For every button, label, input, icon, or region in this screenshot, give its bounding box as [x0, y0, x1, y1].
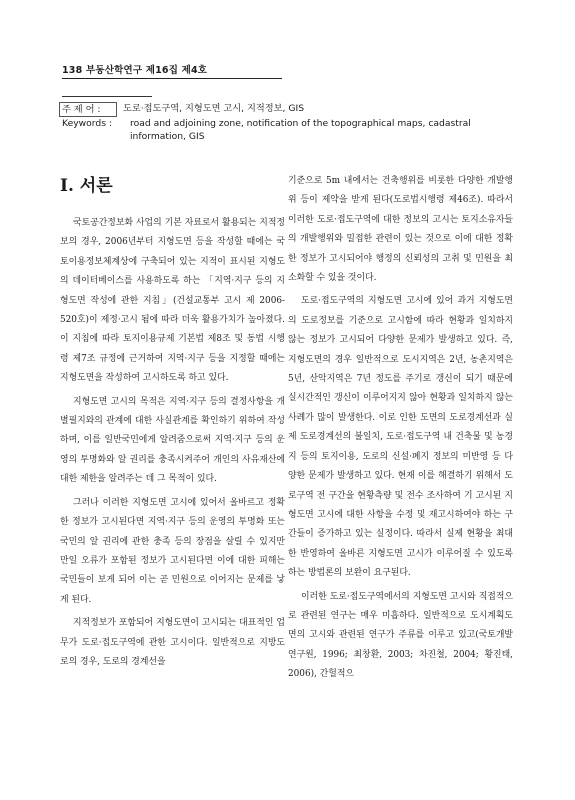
right-column: [288, 172, 513, 685]
keywords-rule: [62, 96, 152, 97]
right-paragraph-3: 이러한 도로·접도구역에서의 지형도면 고시와 직접적으로 관련된 연구는 매우 미흡하다. 일반적으로 도시계획도면의 고시와 관련된 연구가 주류를 이루고 있고(국토개발연구원, 1996; 최창환, 2003; 차진철, 2004; 황진태, 2006), 간헐적으: [288, 591, 513, 680]
left-paragraph-2: 지형도면 고시의 목적은 지역·지구 등의 결정사항을 개별필지와의 관계에 대한 사실관계를 확인하기 위하여 작성하며, 이를 일반국민에게 알려줌으로써 지역·지구 등의 운영의 투명화와 알 권리를 충족시켜주어 개인의 사유재산에 대한 제한을 알려주는 데 그 목적이 있다.: [60, 396, 285, 485]
keywords-ko-row: [62, 102, 522, 117]
section-title: I. 서론: [60, 176, 113, 196]
keywords-en-row: [62, 117, 522, 143]
left-paragraph-1: 국토공간정보화 사업의 기본 자료로서 활용되는 지적정보의 경우, 2006년부터 지형도면 등을 작성할 때에는 국토이용정보체계상에 구축되어 있는 지적이 표시된 지형도의 데이터베이스를 사용하도록 하는 「지역·지구 등의 지형도면 작성에 관한 지침」(건설교통부 고시 제 2006-520호)이 제정·고시 됨에 따라 더욱 활용가치가 높아졌다. 이 지침에 따라 토지이용규제 기본법 제8조 및 동법 시행령 제7조 규정에 근거하여 지역·지구 등을 지정할 때에는 지형도면을 작성하여 고시하도록 하고 있다.: [60, 218, 285, 384]
header-rule: [62, 78, 282, 79]
left-column: [60, 172, 285, 672]
running-header: 138 부동산학연구 제16집 제4호: [62, 65, 208, 76]
right-paragraph-1: 기준으로 5m 내에서는 건축행위를 비롯한 다양한 개발행위 등이 제약을 받게 된다(도로법시행령 제46조). 따라서 이러한 도로·접도구역에 대한 정보의 고시는 토지소유자들의 개발행위와 밀접한 관련이 있는 것으로 이에 대한 정확한 정보가 고시되어야 행정의 신뢰성의 고취 및 민원을 최소화할 수 있을 것이다.: [288, 176, 513, 284]
keywords-en-label: Keywords :: [62, 118, 113, 129]
keywords-ko-label: 주 제 어 :: [59, 102, 117, 117]
right-paragraph-2: 도로·접도구역의 지형도면 고시에 있어 과거 지형도면의 도로정보를 기준으로 고시함에 따라 현황과 일치하지 않는 정보가 고시되어 다양한 문제가 발생하고 있다. 즉, 지형도면의 경우 일반적으로 도시지역은 2년, 농촌지역은 5년, 산악지역은 7년 정도를 주기로 갱신이 되기 때문에 실시간적인 갱신이 이루어지지 않아 현황과 일치하지 않는 사례가 많이 발생한다. 이로 인한 도면의 도로경계선과 실제 도로경계선의 불일치, 도로·접도구역 내 건축물 및 농경지 등의 토지이용, 도로의 신설·폐지 정보의 미반영 등 다양한 문제가 발생하고 있다. 현재 이를 해결하기 위해서 도로구역 전 구간을 현황측량 및 전수 조사하여 기 고시된 지형도면 고시에 대한 사항을 수정 및 재고시하여야 하는 구간들이 증가하고 있는 실정이다. 따라서 실제 현황을 최대한 반영하여 올바른 지형도면 고시가 이루어질 수 있도록 하는 방법론의 보완이 요구된다.: [288, 296, 513, 579]
left-paragraph-3: 그러나 이러한 지형도면 고시에 있어서 올바르고 정확한 정보가 고시된다면 지역·지구 등의 운영의 투명화 또는 국민의 알 권리에 관한 충족 등의 장점을 살릴 수 있지만 만일 오류가 포함된 정보가 고시된다면 이에 대한 피해는 국민들이 보게 되어 이는 곧 민원으로 이어지는 문제를 낳게 된다.: [60, 497, 285, 605]
left-paragraph-4: 지적정보가 포함되어 지형도면이 고시되는 대표적인 업무가 도로·접도구역에 관한 고시이다. 일반적으로 지방도로의 경우, 도로의 경계선을: [60, 618, 285, 667]
keywords-block: [62, 102, 522, 143]
keywords-ko-value: 도로·접도구역, 지형도면 고시, 지적정보, GIS: [123, 103, 305, 114]
keywords-en-value: road and adjoining zone, notification of the topographical maps, cadastral information, GIS: [130, 118, 471, 142]
